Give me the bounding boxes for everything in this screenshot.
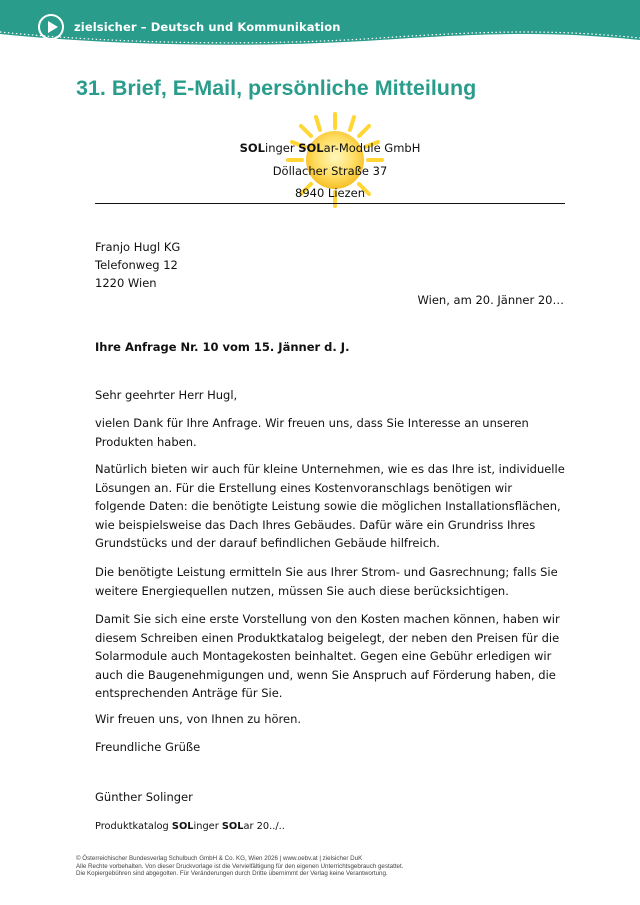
body-paragraph-5: Wir freuen uns, von Ihnen zu hören. [95, 712, 302, 726]
brand-name: zielsicher – Deutsch und Kommunikation [74, 20, 341, 34]
footer-line: Die Kopiergebühren sind abgegolten. Für Veränderungen durch Dritte übernimmt der Verlag keine Verantwortung. [76, 870, 388, 878]
header-band [0, 0, 640, 52]
letterhead-divider [95, 203, 565, 204]
play-icon [38, 14, 64, 40]
recipient-street: Telefonweg 12 [95, 258, 178, 272]
salutation: Sehr geehrter Herr Hugl, [95, 388, 238, 402]
body-paragraph-3: Die benötigte Leistung ermitteln Sie aus Ihrer Strom- und Gasrechnung; falls Sie weitere Energiequellen nutzen, müssen Sie auch diese berücksichtigen. [95, 565, 558, 598]
body-paragraph-1: vielen Dank für Ihre Anfrage. Wir freuen uns, dass Sie Interesse an unseren Produkten haben. [95, 416, 529, 449]
subject-line: Ihre Anfrage Nr. 10 vom 15. Jänner d. J. [95, 340, 350, 354]
recipient-name: Franjo Hugl KG [95, 240, 181, 254]
letter-date: Wien, am 20. Jänner 20… [417, 293, 564, 307]
signature: Günther Solinger [95, 790, 193, 804]
footer-line: Alle Rechte vorbehalten. Von dieser Druckvorlage ist die Vervielfältigung für den eigenen Unterrichtsgebrauch gestattet. [76, 862, 404, 870]
body-paragraph-4: Damit Sie sich eine erste Vorstellung von den Kosten machen können, haben wir diesem Schreiben einen Produktkatalog beigelegt, der neben den Preisen für die Solarmodule auch Montagekosten beinhaltet. Gegen eine Gebühr erledigen wir auch die Baugenehmigungen und, wenn Sie Anspruch auf Förderung haben, die entsprechenden Anträge für Sie. [95, 612, 560, 701]
body-paragraph-2: Natürlich bieten wir auch für kleine Unternehmen, wie es das Ihre ist, individuelle Lösungen an. Für die Erstellung eines Kostenvoranschlags benötigen wir folgende Daten: die benötigte Leistung sowie die möglichen Installationsflächen, wie beispielsweise das Dach Ihres Gebäudes. Dafür wäre ein Grundriss Ihres Grundstücks und der darauf befindlichen Gebäude hilfreich. [95, 462, 565, 551]
enclosure-note: Produktkatalog SOLinger SOLar 20../.. [95, 821, 285, 832]
sender-name: SOLinger SOLar-Module GmbH [239, 141, 421, 155]
sender-city: 8940 Liezen [295, 186, 365, 200]
sender-street: Döllacher Straße 37 [272, 164, 388, 178]
footer-line: © Österreichischer Bundesverlag Schulbuch GmbH & Co. KG, Wien 2026 | www.oebv.at | zielsicher DuK [76, 855, 363, 862]
recipient-city: 1220 Wien [95, 276, 157, 290]
copyright-footer [76, 855, 403, 878]
page-title: 31. Brief, E-Mail, persönliche Mitteilung [76, 76, 477, 100]
closing: Freundliche Grüße [95, 740, 201, 754]
